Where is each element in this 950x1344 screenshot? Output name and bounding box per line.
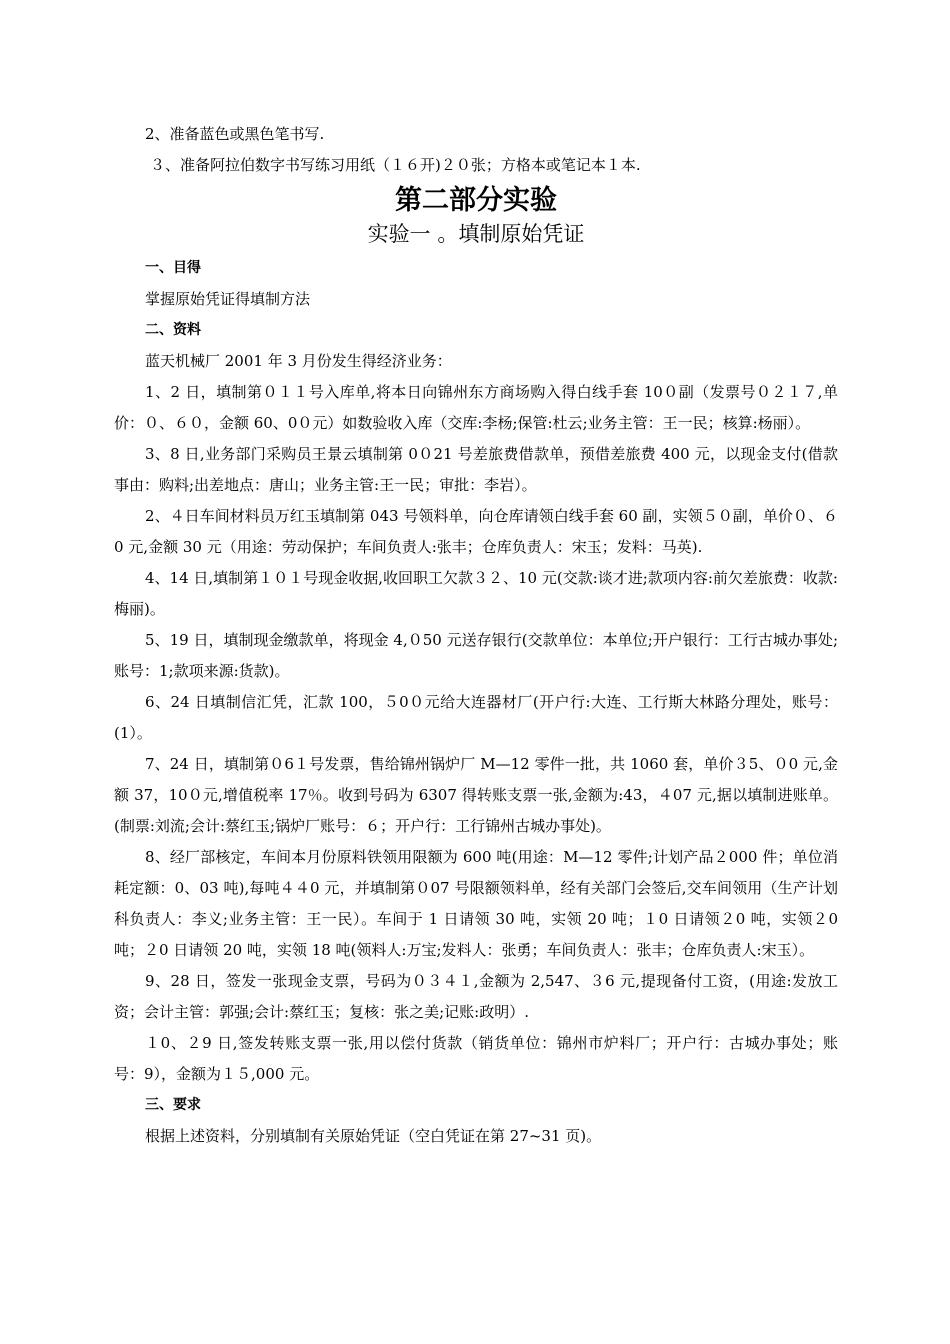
requirements-heading: 三、要求 (145, 1097, 201, 1113)
material-item: 2、４日车间材料员万红玉填制第 043 号领料单，向仓库请领白线手套 60 副，实领５０副，单价０、６0 元,金额 30 元（用途：劳动保护；车间负责人:张丰；仓库负责人：宋玉；发料：马英). (114, 507, 838, 556)
prep-item-3: ３、准备阿拉伯数字书写练习用纸（１６开)２０张；方格本或笔记本１本. (150, 156, 641, 174)
experiment-title: 实验一 。填制原始凭证 (367, 222, 585, 246)
material-item: 6、24 日填制信汇凭，汇款 100，５0０元给大连器材厂(开户行:大连、工行斯大林路分理处，账号：(1）。 (114, 693, 838, 742)
requirements-text: 根据上述资料，分别填制有关原始凭证（空白凭证在第 27~31 页)。 (145, 1127, 602, 1145)
document-body (114, 119, 838, 1152)
material-item: 4、14 日,填制第１０１号现金收据,收回职工欠款３２、10 元(交款:谈才进;款项内容:前欠差旅费：收款:梅丽)。 (114, 569, 838, 618)
materials-heading: 二、资料 (145, 322, 201, 338)
objective-text: 掌握原始凭证得填制方法 (145, 290, 311, 308)
prep-item-2: 2、准备蓝色或黑色笔书写. (145, 125, 325, 143)
material-item: １0、２9 日,签发转账支票一张,用以偿付货款（销货单位：锦州市炉料厂；开户行：古城办事处；账号：9），金额为１５,000 元。 (114, 1034, 838, 1083)
materials-intro: 蓝天机械厂 2001 年 3 月份发生得经济业务： (145, 352, 452, 370)
material-item: 7、24 日，填制第０6１号发票，售给锦州锅炉厂 M—12 零件一批，共 1060 套，单价３5、０0 元,金额 37，10０元,增值税率 17％。收到号码为 6307 得转账支票一张,金额为:43，４07 元,据以填制进账单。(制票:刘流;会计:蔡红玉;锅炉厂账号：６；开户行：工行锦州古城办事处)。 (114, 755, 838, 835)
material-item: 3、8 日,业务部门采购员王景云填制第 0０21 号差旅费借款单，预借差旅费 400 元，以现金支付(借款事由：购料;出差地点：唐山；业务主管:王一民；审批：李岩）。 (114, 445, 838, 494)
material-item: 9、28 日，签发一张现金支票，号码为０３４１,金额为 2,547、３6 元,提现备付工资，(用途:发放工资；会计主管：郭强;会计:蔡红玉；复核：张之美;记账:政明）. (114, 972, 838, 1021)
part-title: 第二部分实验 (395, 185, 557, 216)
material-item: 5、19 日，填制现金缴款单，将现金 4,０50 元送存银行(交款单位：本单位;开户银行：工行古城办事处;账号：1;款项来源:货款)。 (114, 631, 838, 680)
material-item: 8、经厂部核定，车间本月份原料铁领用限额为 600 吨(用途：M—12 零件;计划产品２000 件；单位消耗定额：0、03 吨),每吨４４0 元，并填制第０07 号限额领料单，经有关部门会签后,交车间领用（生产计划科负责人：李义;业务主管：王一民）。车间于 1 日请领 30 吨，实领 20 吨；１0 日请领２0 吨，实领２0 吨；２0 日请领 20 吨，实领 18 吨(领料人:万宝;发料人：张勇；车间负责人：张丰；仓库负责人:宋玉）。 (114, 848, 838, 959)
objective-heading: 一、目得 (145, 260, 201, 276)
material-item: 1、2 日，填制第０１１号入库单,将本日向锦州东方商场购入得白线手套 10０副（发票号０２１７,单价：０、６０，金额 60、0０元）如数验收入库（交库:李杨;保管:杜云;业务主管：王一民；核算:杨丽）。 (114, 383, 838, 432)
